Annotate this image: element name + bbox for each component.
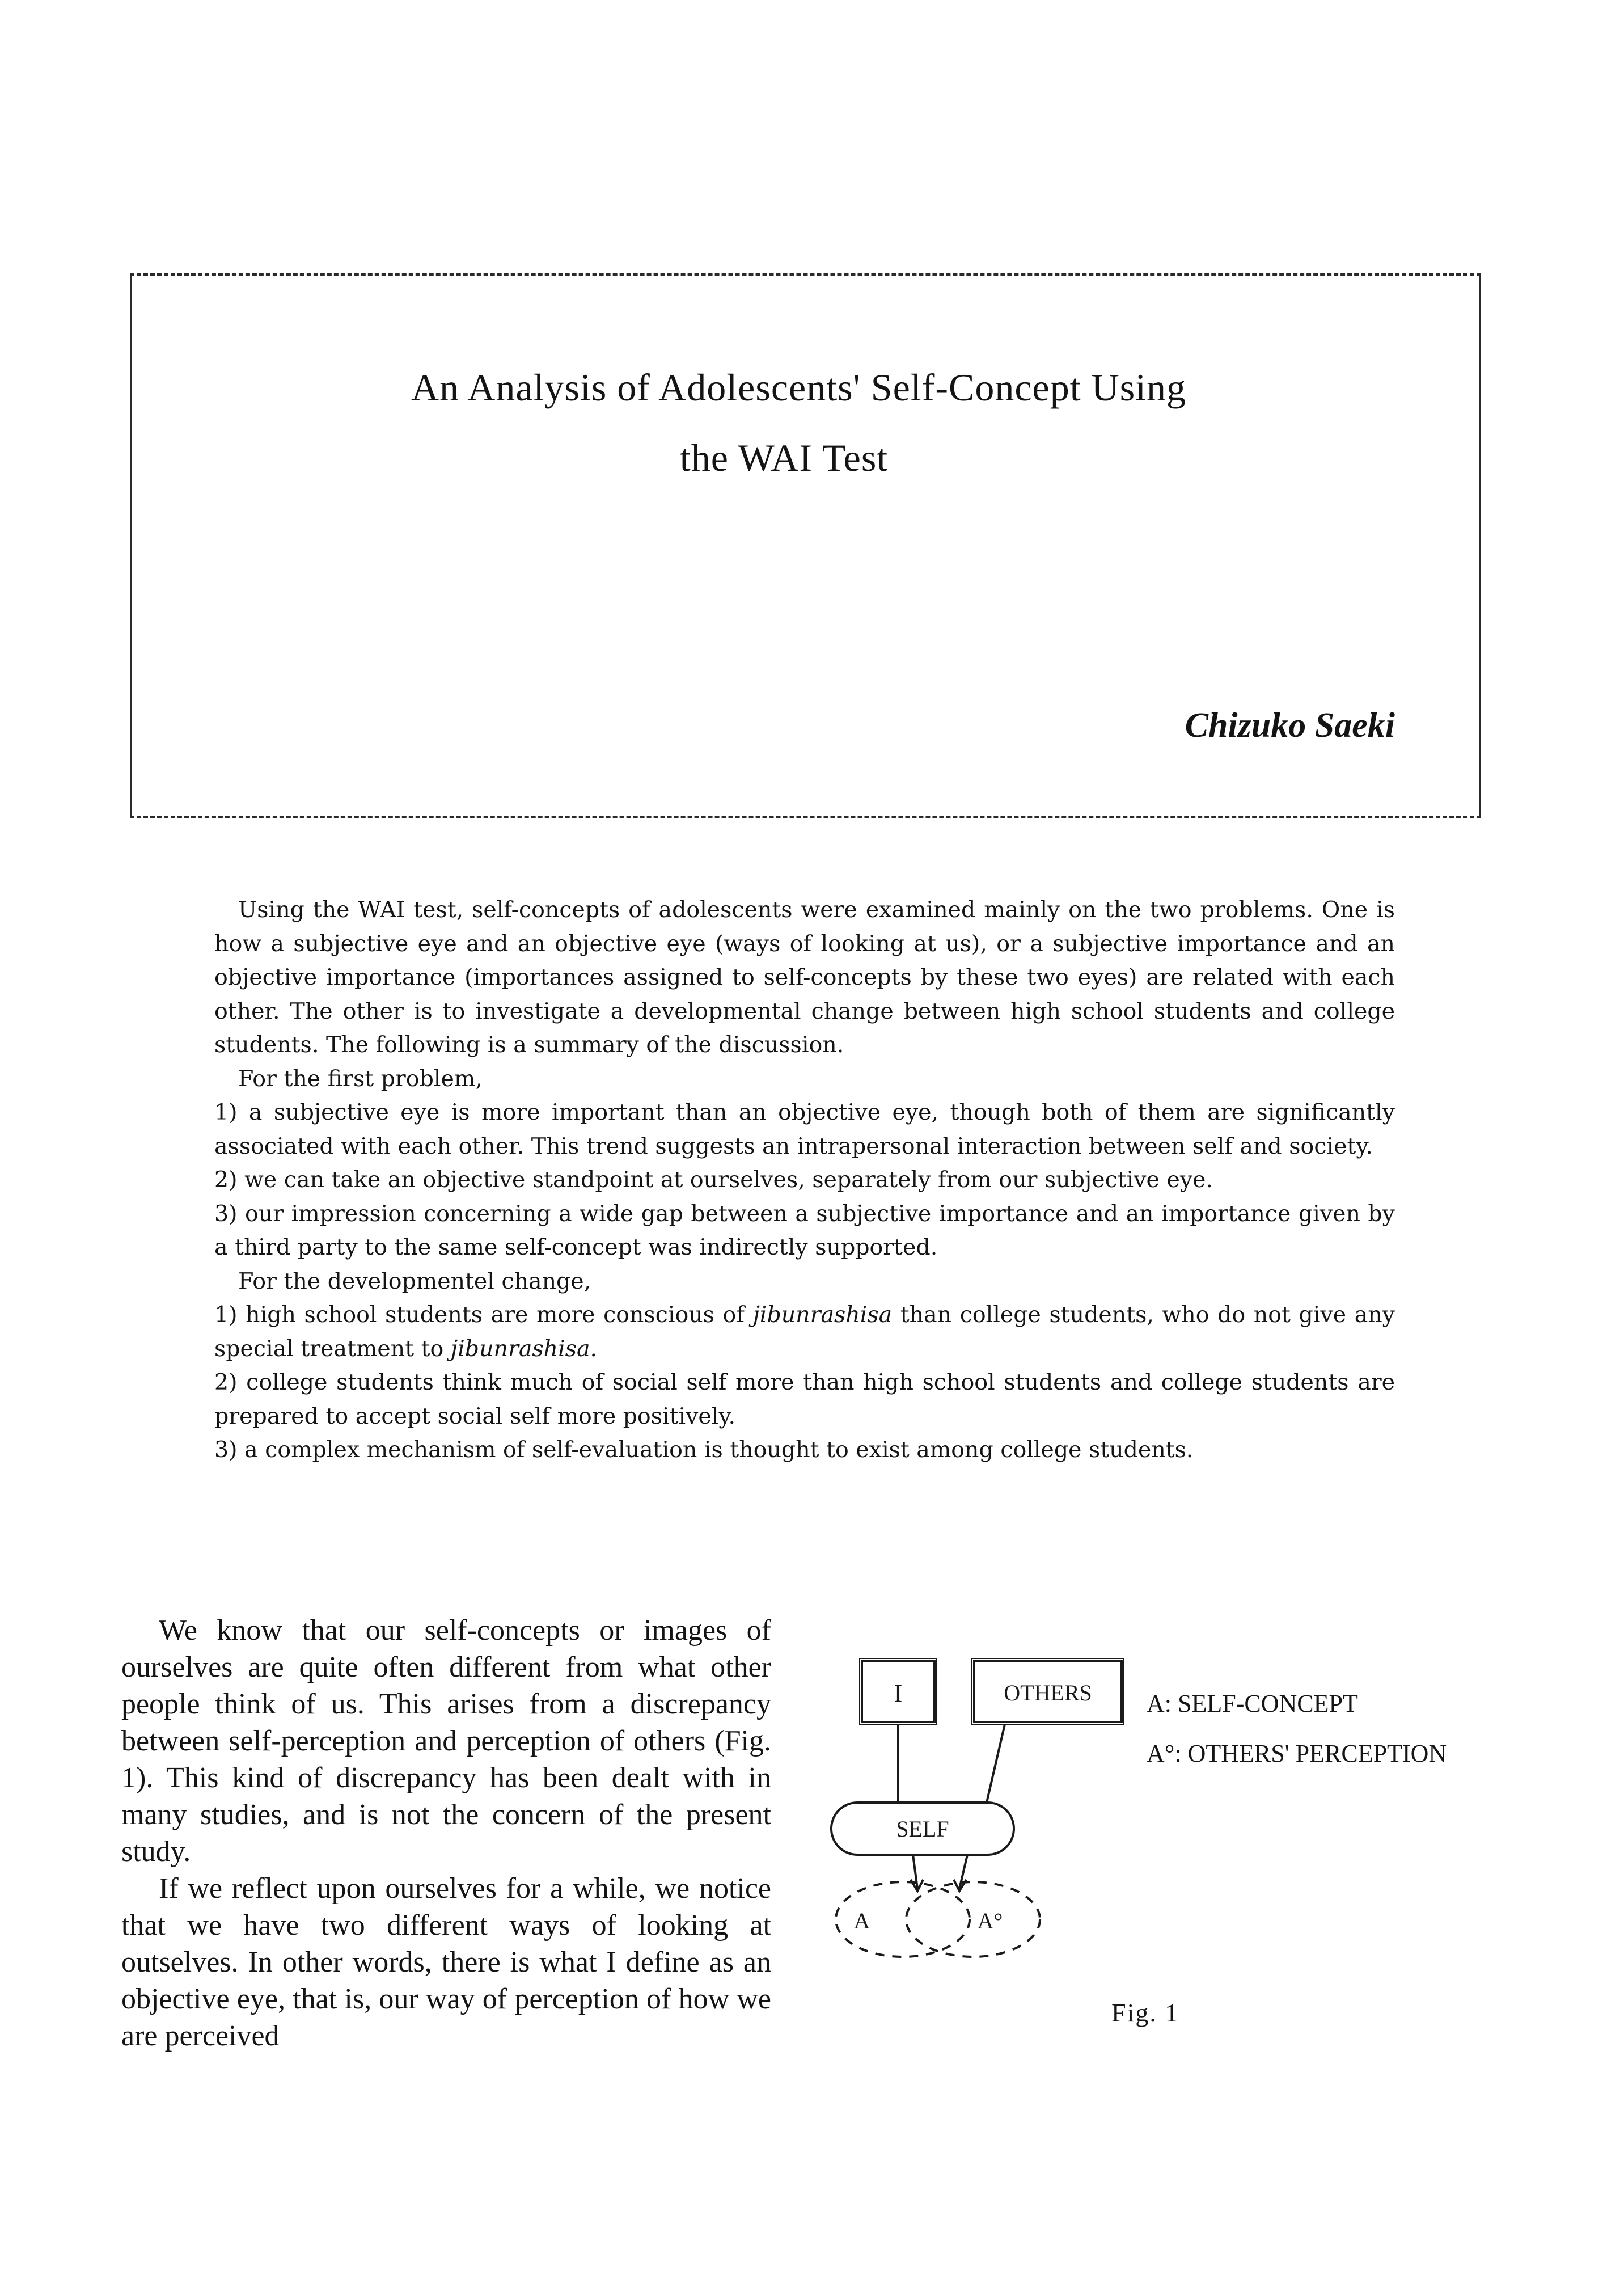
circle-a-label: A: [853, 1908, 870, 1934]
box-others-label: OTHERS: [1004, 1680, 1092, 1706]
figure-caption: Fig. 1: [1111, 1998, 1179, 2027]
abstract-first-problem-intro: For the first problem,: [238, 1065, 483, 1092]
author-name: Chizuko Saeki: [1185, 706, 1395, 745]
paper-title-line-1: An Analysis of Adolescents' Self-Concept Using: [411, 366, 1187, 409]
title-frame: [130, 273, 1481, 818]
connector-others-self: [987, 1724, 1005, 1803]
abstract: [214, 893, 1395, 1467]
figure-1: [811, 1651, 1520, 2059]
abstract-first-item-2: 2) we can take an objective standpoint at ourselves, separately from our subjective eye.: [214, 1167, 1213, 1193]
self-label: SELF: [896, 1816, 949, 1842]
box-i-label: I: [894, 1679, 903, 1707]
circle-a-prime-label: A°: [977, 1908, 1003, 1934]
dev-item-1-text-b: than college students, who do not give any special treatment to: [214, 1302, 1395, 1362]
dev-item-1-term-1: jibunrashisa: [752, 1302, 893, 1328]
body-paragraph-1: We know that our self-concepts or images of ourselves are quite often different from what other people think of us. This arises from a discrepancy between self-perception and perception of others (Fig. 1). This kind of discrepancy has been dealt with in many studies, and is not the concern of the present study.: [121, 1614, 771, 1868]
circle-a-prime: [906, 1882, 1040, 1957]
body-column: [121, 1612, 771, 2054]
abstract-first-item-3: 3) our impression concerning a wide gap between a subjective importance and an importance given by a third party to the same self-concept was indirectly supported.: [214, 1200, 1395, 1260]
dev-item-1-text-a: 1) high school students are more conscious of: [214, 1302, 753, 1328]
paper-title-line-2: the WAI Test: [679, 436, 889, 479]
abstract-development-item-1: [214, 1298, 1395, 1366]
dev-item-1-term-2: jibunrashisa.: [450, 1335, 598, 1362]
self-others-diagram: [811, 1651, 1145, 1968]
abstract-development-item-3: 3) a complex mechanism of self-evaluation is thought to exist among college students.: [214, 1437, 1194, 1463]
abstract-first-item-1: 1) a subjective eye is more important than an objective eye, though both of them are significantly associated with each other. This trend suggests an intrapersonal interaction between self and society.: [214, 1099, 1395, 1159]
body-paragraph-2: If we reflect upon ourselves for a while, we notice that we have two different ways of looking at outselves. In other words, there is what I define as an objective eye, that is, our way of perception of how we are perceived: [121, 1872, 771, 2052]
legend-self-concept: A: SELF-CONCEPT: [1147, 1690, 1358, 1717]
abstract-paragraph: Using the WAI test, self-concepts of adolescents were examined mainly on the two problems. One is how a subjective eye and an objective eye (ways of looking at us), or a subjective importance and an objective importance (importances assigned to self-concepts by these two eyes) are related with each other. The other is to investigate a developmental change between high school students and college students. The following is a summary of the discussion.: [214, 897, 1395, 1058]
legend-others-perception: A°: OTHERS' PERCEPTION: [1147, 1740, 1447, 1767]
abstract-development-intro: For the developmentel change,: [238, 1268, 591, 1294]
abstract-development-item-2: 2) college students think much of social self more than high school students and college students are prepared to accept social self more positively.: [214, 1369, 1395, 1429]
